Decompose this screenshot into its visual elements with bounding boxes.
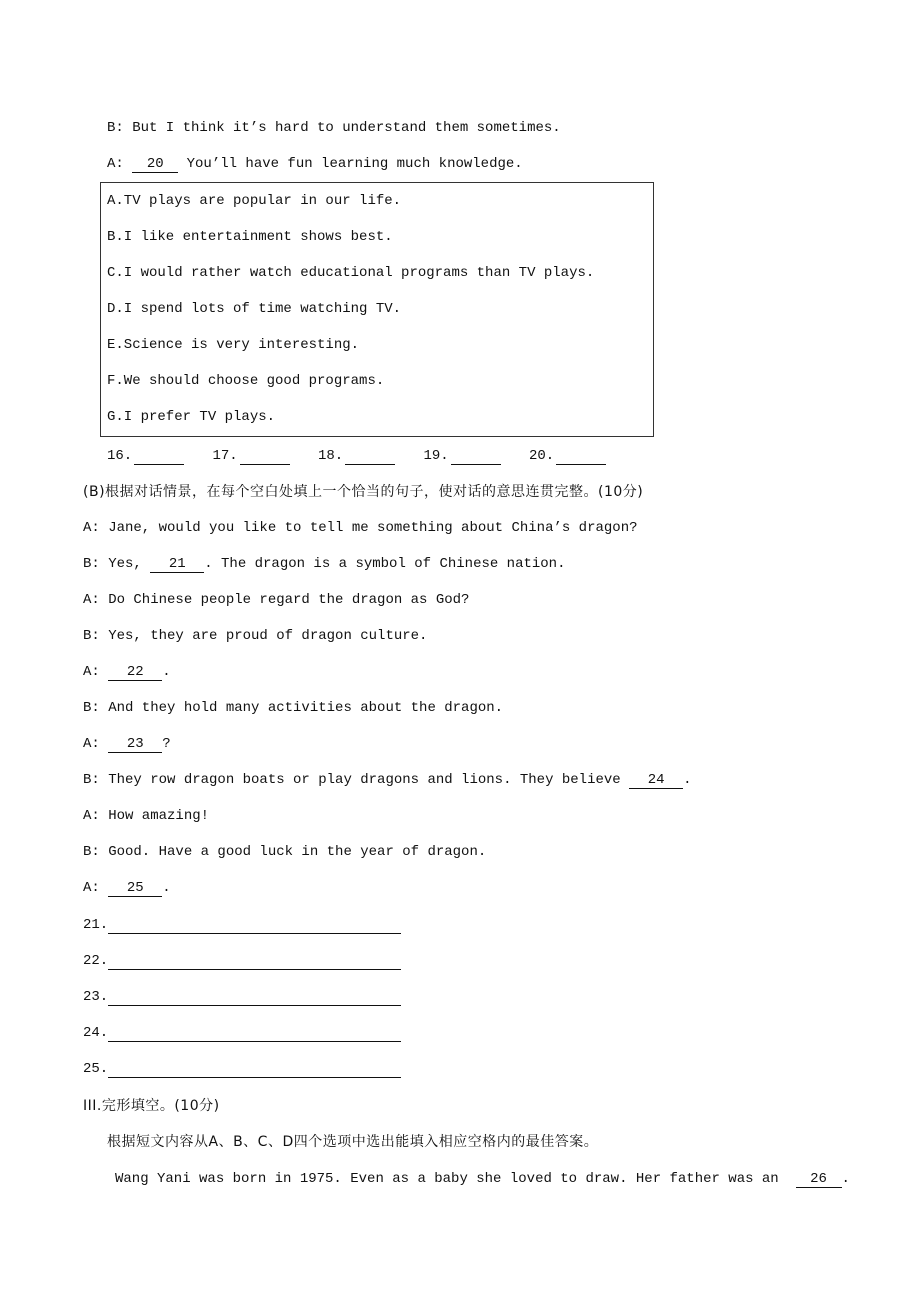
paragraph-text: Wang Yani was born in 1975. Even as a baby she loved to draw. Her father was an [115,1171,788,1187]
answer-number: 24. [83,1025,109,1041]
slot-blank [556,450,606,465]
answer-line [83,1024,401,1042]
blank-26: 26 [796,1172,842,1188]
answer-slot [424,447,501,465]
dialogue-text: A: [83,664,109,680]
answer-slot [213,447,290,465]
option-item: F.We should choose good programs. [107,373,385,389]
dialogue-line [83,735,171,753]
blank-24: 24 [629,773,683,789]
section-3-heading: III.完形填空。(10分) [83,1098,220,1114]
slot-blank [451,450,501,465]
answer-input[interactable] [108,1063,401,1078]
answer-number: 23. [83,989,109,1005]
slot-number: 18. [318,448,344,464]
slot-number: 19. [423,448,449,464]
dialogue-text: B: Good. Have a good luck in the year of dragon. [83,844,487,860]
answer-line [83,1060,401,1078]
section-3-instruction: 根据短文内容从A、B、C、D四个选项中选出能填入相应空格内的最佳答案。 [107,1134,599,1150]
dialogue-text: B: Yes, [83,556,151,572]
slot-number: 20. [529,448,555,464]
dialogue-text: . [162,880,171,896]
dialogue-text: . [683,772,692,788]
option-item: G.I prefer TV plays. [107,409,276,425]
dialogue-line [83,663,171,681]
dialogue-line [83,519,638,537]
answer-slot [318,447,395,465]
dialogue-line [83,843,486,861]
dialogue-text: A: How amazing! [83,808,210,824]
option-item: C.I would rather watch educational programs than TV plays. [107,265,595,281]
dialogue-text: You’ll have fun learning much knowledge. [178,156,523,172]
blank-20: 20 [132,157,178,173]
dialogue-text: A: [83,880,109,896]
dialogue-text: B: And they hold many activities about the dragon. [83,700,504,716]
dialogue-text: A: Jane, would you like to tell me something about China’s dragon? [83,520,638,536]
dialogue-line [83,807,209,825]
answer-input[interactable] [108,919,401,934]
dialogue-text: . The dragon is a symbol of Chinese nation. [204,556,566,572]
dialogue-text: B: They row dragon boats or play dragons and lions. They believe [83,772,630,788]
dialogue-line [83,627,427,645]
answer-line [83,952,401,970]
answer-number: 25. [83,1061,109,1077]
cloze-paragraph [115,1170,850,1188]
option-item: E.Science is very interesting. [107,337,360,353]
dialogue-line [83,771,692,789]
answer-input[interactable] [108,955,401,970]
blank-21: 21 [150,557,204,573]
paragraph-text: . [841,1171,850,1187]
option-item: A.TV plays are popular in our life. [107,193,402,209]
answer-line [83,916,401,934]
dialogue-text: ? [162,736,171,752]
dialogue-text: A: Do Chinese people regard the dragon as God? [83,592,470,608]
dialogue-line: B: But I think it’s hard to understand them sometimes. [107,120,561,136]
answer-number: 22. [83,953,109,969]
dialogue-text: B: Yes, they are proud of dragon culture. [83,628,428,644]
speaker: A: [107,156,133,172]
slot-blank [345,450,395,465]
section-b-heading: (B)根据对话情景，在每个空白处填上一个恰当的句子，使对话的意思连贯完整。(10分) [83,484,644,500]
blank-22: 22 [108,665,162,681]
answer-slot [529,447,606,465]
option-item: B.I like entertainment shows best. [107,229,393,245]
slot-number: 16. [107,448,133,464]
slot-blank [240,450,290,465]
dialogue-line [83,879,171,897]
dialogue-text: A: [83,736,109,752]
dialogue-line [107,155,523,173]
answer-line [83,988,401,1006]
answer-number: 21. [83,917,109,933]
slot-number: 17. [212,448,238,464]
dialogue-text: . [162,664,171,680]
dialogue-line [83,555,565,573]
dialogue-line [83,591,469,609]
answer-slot [107,447,184,465]
slot-blank [134,450,184,465]
dialogue-line [83,699,503,717]
blank-25: 25 [108,881,162,897]
blank-23: 23 [108,737,162,753]
answer-input[interactable] [108,1027,401,1042]
answer-input[interactable] [108,991,401,1006]
option-item: D.I spend lots of time watching TV. [107,301,402,317]
